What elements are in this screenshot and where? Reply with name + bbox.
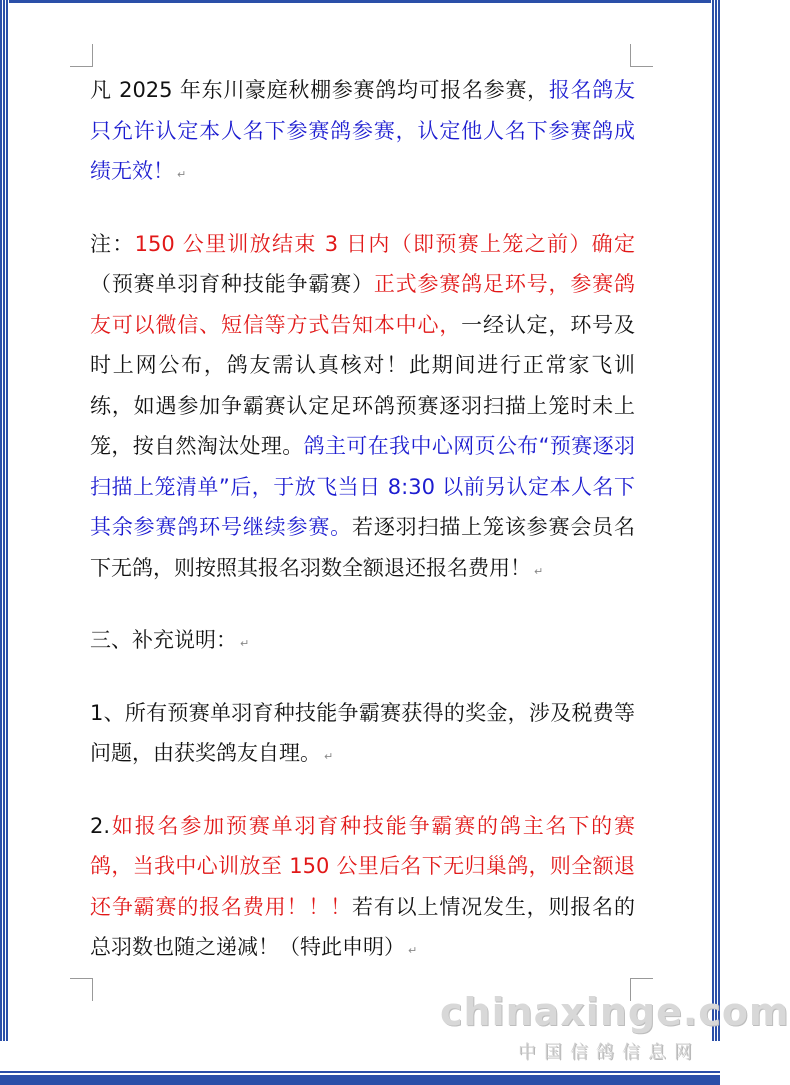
page-border-left	[0, 0, 9, 1085]
watermark-logo-latin: chinaxinge.com	[440, 990, 790, 1034]
page-border-top	[0, 0, 720, 3]
paragraph-item-2	[90, 806, 635, 972]
text-segment: 2.	[90, 813, 111, 838]
paragraph-mark-icon: ↵	[324, 750, 334, 763]
section-heading-supplement	[90, 620, 635, 665]
paragraph-mark-icon: ↵	[177, 168, 187, 181]
text-segment-red: 150 公里训放结束 3 日内（即预赛上笼之前）确定	[134, 231, 636, 256]
text-segment-blue: 报名鸽友只允许认定本人名下参赛鸽参赛，认定他人名下参赛鸽成绩无效！	[90, 78, 636, 183]
paragraph-mark-icon: ↵	[408, 944, 418, 957]
text-segment-red: 如报名参加预赛单羽育种技能争霸赛的鸽主名下的赛鸽，当我中心训放至 150 公里后名下无归巢鸽，则全额退还争霸赛的报名费用！！！	[90, 813, 635, 919]
margin-corner-bottom-left	[70, 978, 93, 1001]
paragraph-mark-icon: ↵	[240, 637, 250, 650]
text-segment: 若有以上情况发生，则报名的总羽数也随之递减！（特此申明）	[90, 894, 635, 959]
text-segment: 三、补充说明：	[90, 628, 237, 652]
text-segment: （预赛单羽育种技能争霸赛）	[90, 272, 374, 296]
paragraph-item-1	[90, 693, 635, 778]
watermark-logo-chinese: 中国信鸽信息网	[518, 1042, 700, 1063]
paragraph-registration	[90, 70, 635, 196]
paragraph-note	[90, 224, 635, 593]
text-segment-red: 正式参赛鸽足环号，参赛鸽友可以微信、短信等方式告知本中心，	[90, 272, 636, 337]
text-segment: 注：	[90, 231, 135, 256]
text-segment: 若逐羽扫描上笼该参赛会员名下无鸽，则按照其报名羽数全额退还报名费用！	[90, 515, 635, 580]
paragraph-mark-icon: ↵	[534, 564, 544, 578]
margin-corner-top-right	[630, 44, 653, 67]
text-segment-blue: 鸽主可在我中心网页公布“预赛逐羽扫描上笼清单”后，于放飞当日 8:30 以前另认定本人名下其余参赛鸽环号继续参赛。	[90, 434, 635, 539]
text-segment: 凡 2025 年东川豪庭秋棚参赛鸽均可报名参赛，	[90, 78, 549, 102]
margin-corner-top-left	[70, 44, 93, 67]
document-body	[90, 70, 635, 972]
text-segment: 一经认定，环号及时上网公布，鸽友需认真核对！此期间进行正常家飞训练，如遇参加争霸赛认定足环鸽预赛逐羽扫描上笼时未上笼，按自然淘汰处理。	[90, 312, 636, 458]
text-segment: 1、所有预赛单羽育种技能争霸赛获得的奖金，涉及税费等问题，由获奖鸽友自理。	[90, 700, 635, 765]
page-border-right	[711, 0, 720, 1085]
